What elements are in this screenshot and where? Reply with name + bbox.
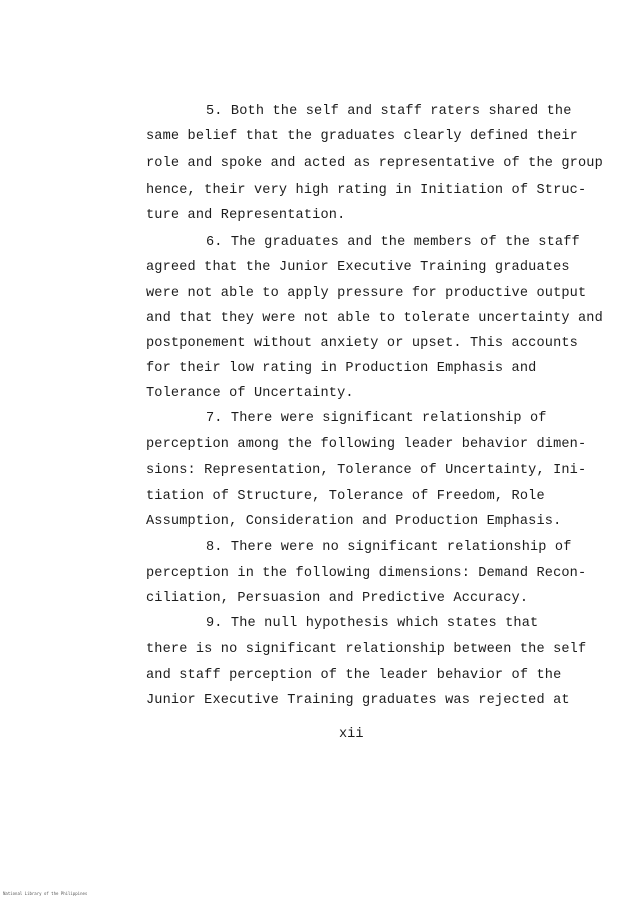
paragraph-7-line-3: sions: Representation, Tolerance of Uncertainty, Ini- xyxy=(146,463,587,478)
paragraph-5-line-1: 5. Both the self and staff raters shared the xyxy=(206,104,572,119)
paragraph-9-line-3: and staff perception of the leader behavior of the xyxy=(146,668,562,683)
paragraph-6-line-1: 6. The graduates and the members of the staff xyxy=(206,235,580,250)
paragraph-5-line-3: role and spoke and acted as representative of the group xyxy=(146,156,603,171)
paragraph-6-line-4: and that they were not able to tolerate uncertainty and xyxy=(146,311,603,326)
paragraph-6-line-2: agreed that the Junior Executive Training graduates xyxy=(146,260,570,275)
paragraph-9-line-4: Junior Executive Training graduates was rejected at xyxy=(146,693,570,708)
page-number: xii xyxy=(339,727,364,742)
paragraph-9-line-2: there is no significant relationship between the self xyxy=(146,642,587,657)
paragraph-9-line-1: 9. The null hypothesis which states that xyxy=(206,616,539,631)
paragraph-6-line-5: postponement without anxiety or upset. This accounts xyxy=(146,336,578,351)
paragraph-6-line-6: for their low rating in Production Emphasis and xyxy=(146,361,537,376)
paragraph-7-line-1: 7. There were significant relationship of xyxy=(206,411,547,426)
paragraph-7-line-2: perception among the following leader behavior dimen- xyxy=(146,437,587,452)
paragraph-8-line-3: ciliation, Persuasion and Predictive Accuracy. xyxy=(146,591,529,606)
paragraph-5-line-5: ture and Representation. xyxy=(146,208,346,223)
paragraph-8-line-2: perception in the following dimensions: Demand Recon- xyxy=(146,566,587,581)
paragraph-6-line-3: were not able to apply pressure for productive output xyxy=(146,286,587,301)
paragraph-5-line-2: same belief that the graduates clearly defined their xyxy=(146,129,578,144)
paragraph-7-line-5: Assumption, Consideration and Production Emphasis. xyxy=(146,514,562,529)
paragraph-7-line-4: tiation of Structure, Tolerance of Freedom, Role xyxy=(146,489,545,504)
paragraph-8-line-1: 8. There were no significant relationship of xyxy=(206,540,572,555)
library-footer: National Library of the Philippines xyxy=(3,891,88,896)
paragraph-6-line-7: Tolerance of Uncertainty. xyxy=(146,386,354,401)
paragraph-5-line-4: hence, their very high rating in Initiation of Struc- xyxy=(146,183,587,198)
